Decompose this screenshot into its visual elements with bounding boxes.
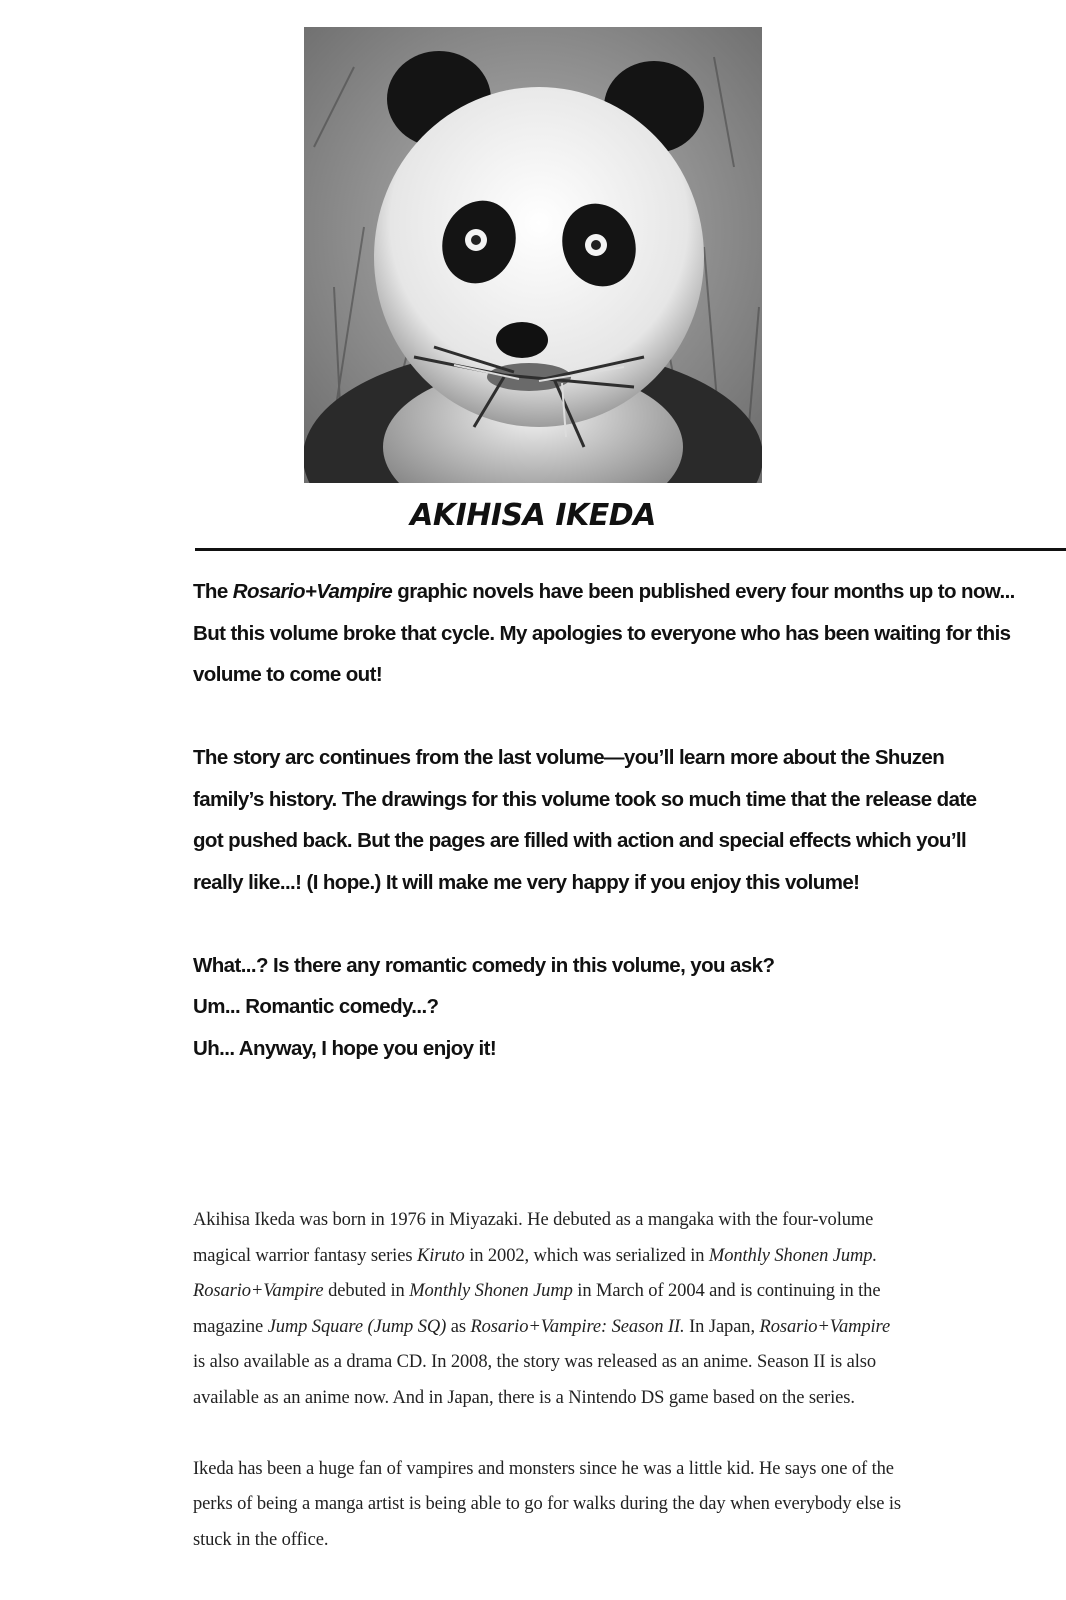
author-biography [193, 1203, 1013, 1558]
bio-text: debuted in [323, 1281, 410, 1301]
message-text: The story arc continues from the last volume—you’ll learn more about the Shuzen [193, 746, 945, 769]
title-jump-square: Jump Square (Jump SQ) [267, 1316, 447, 1337]
author-message [193, 571, 1053, 1069]
title-rosario-vampire-season-2: Rosario+Vampire: Season II. [470, 1316, 685, 1337]
bio-text: perks of being a manga artist is being able to go for walks during the day when everybody else is [193, 1494, 902, 1514]
divider-line [195, 548, 1066, 551]
message-paragraph [193, 571, 1053, 696]
bio-text: in March of 2004 and is continuing in the [572, 1281, 881, 1301]
message-text: But this volume broke that cycle. My apologies to everyone who has been waiting for this [193, 621, 1011, 645]
title-rosario-vampire: Rosario+Vampire [759, 1316, 891, 1337]
message-text: The [193, 580, 233, 603]
bio-text: In Japan, [684, 1316, 760, 1337]
bio-text: stuck in the office. [193, 1529, 329, 1550]
message-text: got pushed back. But the pages are filled with action and special effects which you’ll [193, 829, 967, 852]
message-paragraph [193, 945, 1053, 1070]
title-kiruto: Kiruto [416, 1245, 465, 1266]
message-text: What...? Is there any romantic comedy in this volume, you ask? [193, 953, 775, 977]
bio-paragraph [193, 1452, 1013, 1559]
message-text: Uh... Anyway, I hope you enjoy it! [193, 1036, 497, 1060]
bio-paragraph [193, 1203, 1013, 1416]
title-monthly-shonen-jump: Monthly Shonen Jump [409, 1281, 573, 1301]
message-text: really like...! (I hope.) It will make me very happy if you enjoy this volume! [193, 870, 860, 894]
bio-text: as [446, 1316, 471, 1337]
series-title: Rosario+Vampire [232, 580, 393, 603]
title-rosario-vampire: Rosario+Vampire [193, 1281, 324, 1301]
message-text: graphic novels have been published every four months up to now... [392, 580, 1015, 603]
panda-illustration [304, 27, 762, 483]
title-monthly-shonen-jump: Monthly Shonen Jump. [708, 1245, 877, 1266]
author-portrait [304, 27, 762, 483]
bio-text: available as an anime now. And in Japan, there is a Nintendo DS game based on the series. [193, 1387, 855, 1408]
bio-text: Ikeda has been a huge fan of vampires and monsters since he was a little kid. He says one of the [193, 1458, 894, 1479]
bio-text: in 2002, which was serialized in [464, 1245, 709, 1266]
message-text: volume to come out! [193, 663, 383, 686]
message-text: Um... Romantic comedy...? [193, 995, 439, 1018]
bio-text: is also available as a drama CD. In 2008, the story was released as an anime. Season II is also [193, 1352, 877, 1372]
message-text: family’s history. The drawings for this volume took so much time that the release date [193, 787, 977, 811]
bio-text: Akihisa Ikeda was born in 1976 in Miyazaki. He debuted as a mangaka with the four-volume [193, 1210, 874, 1230]
author-name: AKIHISA IKEDA [410, 498, 656, 533]
message-paragraph [193, 737, 1053, 903]
bio-text: magazine [193, 1316, 268, 1337]
bio-text: magical warrior fantasy series [193, 1245, 417, 1266]
